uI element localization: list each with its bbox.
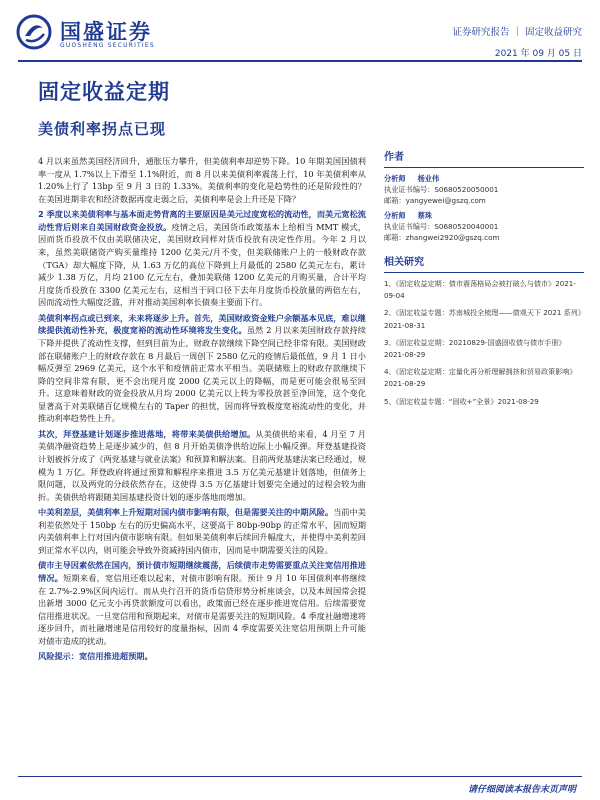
email-label: 邮箱： <box>384 196 406 205</box>
paragraph-3 <box>38 312 366 425</box>
related-report-link[interactable]: 2、《固定收益专题：苏南城投全梳理——债观天下 2021 系列》2021-08-31 <box>384 308 582 330</box>
paragraph-5 <box>38 506 366 556</box>
risk-warning <box>38 650 366 663</box>
author-email[interactable] <box>384 232 584 243</box>
page-header <box>0 0 600 64</box>
report-subtitle: 美债利率拐点已现 <box>38 120 167 138</box>
company-logo <box>16 14 216 54</box>
paragraph-2-text: 疫情之后，美国货币政策基本上给相当 MMT 模式，因而货币投放不仅由美联储决定，美国财政同样对货币投放有决定性作用。今年 2 月以来，虽然美联储资产购买量维持 1200 亿美元/月不变，但美联储账户上的一般财政存款（TGA）却大幅度下降，从 1.63 万亿的高位下降到上月最低的 2580 亿美元左右，累计减少 1.38 万亿，月均 2100 亿元左右，叠加美联储 1200 亿美元的月购买量，合计平均月度货币投放在 3300 亿美元左右，这相当于同口径下去年月度货币投放量的两倍左右，因而流动性大幅度泛滥，并对推动美国利率长债奏主要面下行。 <box>38 221 366 308</box>
report-title: 固定收益定期 <box>38 80 170 104</box>
related-research <box>384 253 584 408</box>
paragraph-6 <box>38 559 366 647</box>
paragraph-1: 4 月以来虽然美国经济回升，通胀压力攀升，但美债利率却逆势下降。10 年期美国国债利率一度从 1.7%以上下滑至 1.1%附近，而 8 月以来美债利率震荡上行，10 年美债利率从 1.20%上行了 13bp 至 9 月 3 日的 1.33%。美债利率的变化是趋势性的还是阶段性的？在美国进期非农和经济数据再度走弱之后，美债利率是会上升还是下降？ <box>38 156 366 204</box>
logo-english-name: GUOSHENG SECURITIES <box>60 42 155 49</box>
report-category: 证券研究报告 ｜ 固定收益研究 <box>452 27 582 38</box>
author-card <box>384 210 584 243</box>
email-label: 邮箱： <box>384 233 406 242</box>
paragraph-5-lead: 中美利差层，美债利率上升短期对国内债市影响有限，但是需要关注的中期风险。 <box>38 507 334 518</box>
paragraph-2 <box>38 208 366 309</box>
author-role: 分析师 <box>384 174 406 183</box>
license-number: S0680520040001 <box>434 222 499 231</box>
email-address[interactable]: zhangwei2920@gszq.com <box>405 233 500 242</box>
author-card <box>384 173 584 206</box>
paragraph-4-lead: 其次，拜登基建计划逐步推进落地，将带来美债供给增加。 <box>38 428 256 439</box>
author-name-line <box>384 173 584 184</box>
author-role: 分析师 <box>384 211 406 220</box>
report-body <box>38 155 366 666</box>
risk-warning-text: 风险提示：宽信用推进超预期。 <box>38 651 153 662</box>
email-address[interactable]: yangyewei@gszq.com <box>405 196 486 205</box>
footer-divider <box>18 776 582 777</box>
license-number: S0680520050001 <box>434 185 499 194</box>
page-footer <box>0 776 600 800</box>
paragraph-3-text: 虽然 2 月以来美国财政存款持续下降并提供了流动性支撑，但到目前为止，财政存款继续下降空间已经非常有限。美国财政部在联储账户上的财政存款在 8 月最后一周创下 2580 亿元的疫情后最低值，9 月 1 日小幅反弹至 2969 亿美元，这个水平和疫情前正常水平相当。美联储账上的财政存款继续下降的空间非常有限，更不会出现月度 2000 亿美元以上的降幅，而是更可能会很易至回升。这意味着财政的资金投放从月均 2000 亿美元以上转为零投放甚至净回笼，这个变化显著高于对美联储百亿规模左右的 Taper 的担忧，因而将导致极度宽裕流动性的变化，并推动利率趋势性上升。 <box>38 325 366 424</box>
paragraph-4 <box>38 428 366 504</box>
author-license <box>384 184 584 195</box>
company-logo-icon <box>16 14 52 50</box>
license-label: 执业证书编号： <box>384 185 435 194</box>
license-label: 执业证书编号： <box>384 222 435 231</box>
paragraph-6-text: 短期来看，宽信用还难以起来，对债市影响有限。预计 9 月 10 年国债利率将继续在 2.7%-2.9%区间内运行。而从央行召开的货币信贷形势分析座谈会，以及本周国常会提出新增 3000 亿元支小再贷款额度可以看出，政策面已经在逐步推进宽信用。后续需要宽信用推进状况。一旦宽信用和预期起来，对债市是需要关注的短期风险。4 季度社融增速将逐步回升，而社融增速是信用较好的度量指标，因而 4 季度需要关注宽信用预期上升可能对债市造成的扰动。 <box>38 572 366 646</box>
report-date: 2021 年 09 月 05 日 <box>494 49 582 59</box>
related-heading: 相关研究 <box>384 253 584 273</box>
paragraph-6-lead: 债市主导因素依然在国内，预计债市短期继续震荡，后续债市走势需要重点关注宽信用推进情况。 <box>38 560 366 583</box>
author-license <box>384 221 584 232</box>
author-name: 蔡珠 <box>417 211 432 220</box>
related-report-link[interactable]: 1、《固定收益定期：债市震荡格局会被打破么与债市》2021-09-04 <box>384 279 576 301</box>
related-report-link[interactable]: 3、《固定收益定期：20210829-国盛固收债与债市手册》2021-08-29 <box>384 337 566 360</box>
header-divider <box>18 60 582 62</box>
author-name-line <box>384 210 584 221</box>
author-email[interactable] <box>384 195 584 206</box>
paragraph-4-text: 从美债供给来看，4 月至 7 月美债净融资趋势上是逐步减少的，但 8 月开始美债净供给边际上小幅反弹。拜登基建投资计划被拆分成了《两党基建与就业法案》和预算和解法案。目前两党基建法案已经通过，规模为 1 万亿。拜登政府将通过预算和解程序来推进 3.5 万亿美元基建计划落地，但债务上限问题，以及两党的分歧依然存在，这使得 3.5 万亿基建计划要完全通过的过程会较为曲折。美债供给将跟随美国基建投资计划的逐步落地而增加。 <box>38 428 366 502</box>
related-report-link[interactable]: 5、《固定收益专题：“固收+”全景》2021-08-29 <box>384 396 539 406</box>
logo-chinese-name: 国盛证券 <box>60 20 152 44</box>
author-heading: 作者 <box>384 148 584 168</box>
sidebar <box>384 148 584 413</box>
footer-disclaimer: 请仔细阅读本报告末页声明 <box>467 785 576 795</box>
author-name: 杨业伟 <box>417 174 440 183</box>
paragraph-3-lead: 美债利率拐点或已到来，未来将逐步上升。首先，美国财政资金账户余额基本见底，难以继续提供流动性补充，极度宽裕的流动性环境将发生变化。 <box>38 312 366 336</box>
paragraph-2-lead: 2 季度以来美债利率与基本面走势背离的主要原因是美元过度宽松的流动性，而美元宽松流动性背后则来自美国财政资金投放。 <box>38 209 366 232</box>
related-report-link[interactable]: 4、《固定收益定期：定量化再分析理解拥挤和贸易政策影响》2021-08-29 <box>384 367 577 389</box>
paragraph-5-text: 当前中美利差依然处于 150bp 左右的历史偏高水平，这要高于 80bp-90bp 的正常水平，因而短期内美债利率上行对国内债市影响有限。但如果美债利率后续回升幅度大，并使得中美利差回到正常水平以内，则可能会导致外资减持国内债市，因而是中期需要关注的风险。 <box>38 507 366 555</box>
